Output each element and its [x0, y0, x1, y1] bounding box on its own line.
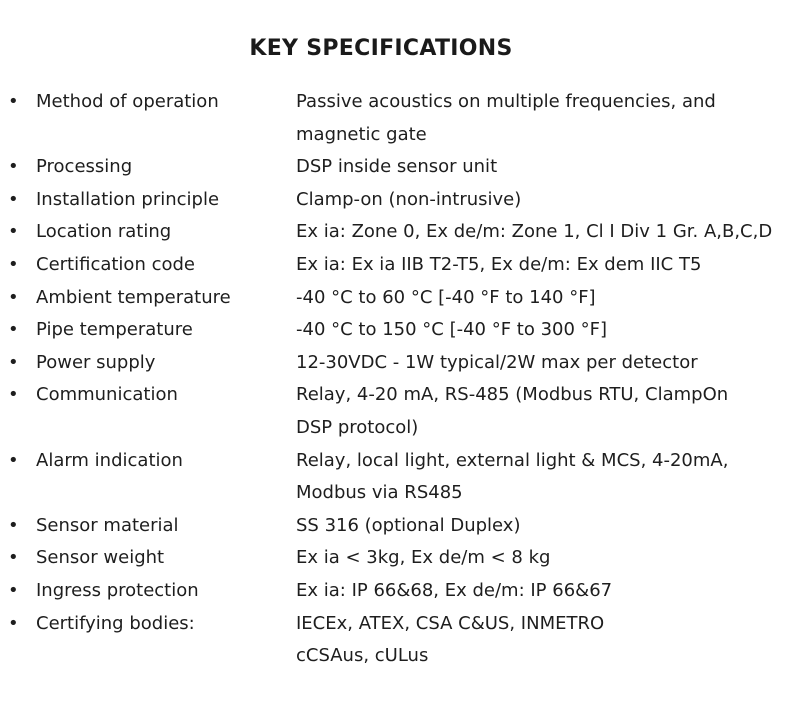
spec-value	[296, 249, 798, 282]
spec-row	[8, 445, 798, 510]
spec-row	[8, 86, 798, 151]
spec-value-line: Passive acoustics on multiple frequencies, and	[296, 91, 716, 112]
spec-row	[8, 184, 798, 217]
spec-row	[8, 249, 798, 282]
spec-row	[8, 608, 798, 673]
spec-row	[8, 314, 798, 347]
spec-value-line: Modbus via RS485	[296, 482, 463, 504]
spec-label: Ambient temperature	[36, 286, 231, 308]
spec-row	[8, 379, 798, 444]
spec-value	[296, 510, 798, 543]
spec-label: Method of operation	[36, 91, 219, 112]
bullet-icon: •	[8, 384, 19, 406]
spec-label: Sensor weight	[36, 547, 165, 569]
bullet-icon: •	[8, 351, 19, 373]
spec-value-line: Relay, 4-20 mA, RS-485 (Modbus RTU, ClampOn	[296, 384, 729, 406]
bullet-icon: •	[8, 579, 19, 601]
spec-value	[296, 282, 798, 315]
spec-label: Location rating	[36, 221, 172, 243]
bullet-icon: •	[8, 286, 19, 308]
spec-value-line: -40 °C to 60 °C [-40 °F to 140 °F]	[296, 286, 596, 308]
spec-label: Installation principle	[36, 188, 220, 210]
bullet-icon: •	[8, 319, 19, 341]
spec-label: Ingress protection	[36, 579, 199, 601]
spec-value-line: cCSAus, cULus	[296, 645, 429, 667]
bullet-icon: •	[8, 612, 19, 634]
spec-value	[296, 86, 798, 151]
spec-row	[8, 575, 798, 608]
spec-row	[8, 216, 798, 249]
bullet-icon: •	[8, 449, 19, 471]
spec-value	[296, 151, 798, 184]
bullet-icon: •	[8, 188, 19, 210]
page-title: KEY SPECIFICATIONS	[249, 36, 513, 61]
spec-row	[8, 282, 798, 315]
spec-row	[8, 347, 798, 380]
spec-value	[296, 575, 798, 608]
spec-value-line: DSP inside sensor unit	[296, 156, 498, 178]
spec-label: Sensor material	[36, 514, 179, 536]
spec-label: Processing	[36, 156, 133, 178]
spec-value-line: 12-30VDC - 1W typical/2W max per detector	[296, 351, 698, 373]
spec-row	[8, 542, 798, 575]
bullet-icon: •	[8, 156, 19, 178]
spec-row	[8, 510, 798, 543]
bullet-icon: •	[8, 514, 19, 536]
spec-value	[296, 347, 798, 380]
bullet-icon: •	[8, 221, 19, 243]
spec-value-line: Ex ia < 3kg, Ex de/m < 8 kg	[296, 547, 551, 569]
spec-value	[296, 216, 798, 249]
spec-value-line: SS 316 (optional Duplex)	[296, 514, 521, 536]
spec-value	[296, 379, 798, 444]
bullet-icon: •	[8, 547, 19, 569]
bullet-icon: •	[8, 253, 19, 275]
spec-label: Certifying bodies:	[36, 612, 195, 634]
spec-value-line: Relay, local light, external light & MCS, 4-20mA,	[296, 449, 729, 471]
spec-value-line: Ex ia: Zone 0, Ex de/m: Zone 1, Cl I Div 1 Gr. A,B,C,D	[296, 221, 773, 243]
spec-label: Certification code	[36, 253, 195, 275]
spec-value	[296, 542, 798, 575]
spec-label: Alarm indication	[36, 449, 183, 471]
spec-row	[8, 151, 798, 184]
spec-label: Power supply	[36, 351, 156, 373]
spec-value-line: Ex ia: IP 66&68, Ex de/m: IP 66&67	[296, 579, 613, 601]
spec-value-line: -40 °C to 150 °C [-40 °F to 300 °F]	[296, 319, 608, 341]
specifications-list	[8, 86, 798, 673]
spec-value	[296, 184, 798, 217]
spec-label: Pipe temperature	[36, 319, 193, 341]
spec-label: Communication	[36, 384, 178, 406]
spec-value	[296, 608, 798, 673]
spec-value	[296, 314, 798, 347]
spec-value-line: Clamp-on (non-intrusive)	[296, 188, 522, 210]
spec-value-line: IECEx, ATEX, CSA C&US, INMETRO	[296, 612, 605, 634]
spec-value-line: magnetic gate	[296, 123, 427, 145]
spec-value-line: Ex ia: Ex ia IIB T2-T5, Ex de/m: Ex dem IIC T5	[296, 253, 702, 275]
spec-value	[296, 445, 798, 510]
spec-value-line: DSP protocol)	[296, 416, 419, 438]
bullet-icon: •	[8, 91, 19, 112]
